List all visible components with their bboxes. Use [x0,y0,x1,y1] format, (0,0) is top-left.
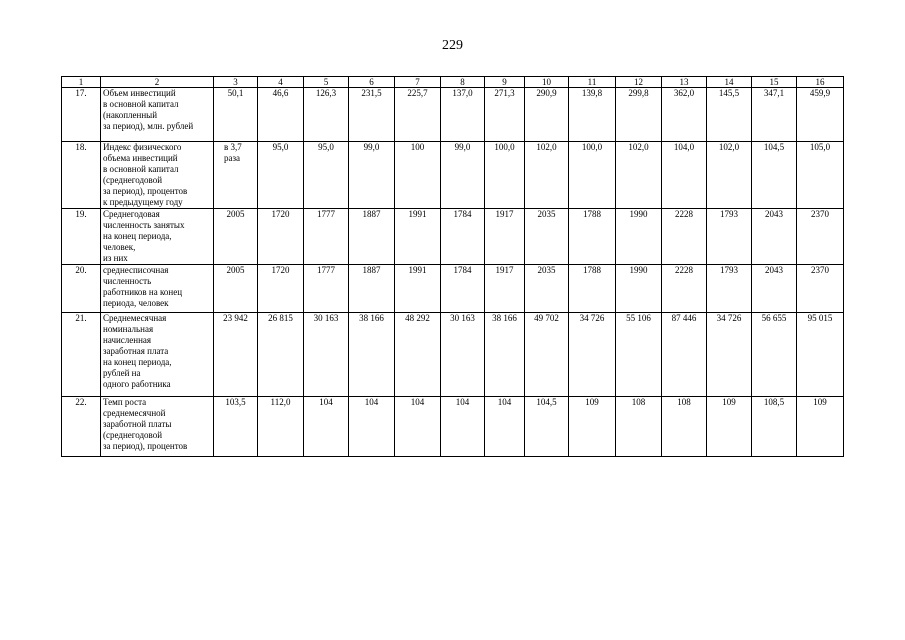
cell-value: 271,3 [485,88,525,142]
cell-value: 1887 [349,265,395,313]
cell-value: 1917 [485,265,525,313]
row-number: 19. [62,209,101,265]
cell-value: 1788 [569,265,616,313]
cell-value: 100,0 [485,142,525,209]
cell-value: 139,8 [569,88,616,142]
cell-value: 38 166 [485,313,525,397]
table-body [62,77,844,457]
cell-value: в 3,7 раза [214,142,258,209]
cell-value: 1784 [441,265,485,313]
cell-value: 2370 [797,265,844,313]
cell-value: 95,0 [304,142,349,209]
cell-value: 108 [616,397,662,457]
cell-value: 100 [395,142,441,209]
column-number: 12 [616,77,662,88]
cell-value: 87 446 [662,313,707,397]
cell-value: 1777 [304,265,349,313]
cell-value: 1991 [395,265,441,313]
cell-value: 23 942 [214,313,258,397]
cell-value: 1990 [616,209,662,265]
cell-value: 2005 [214,265,258,313]
table-row [62,142,844,209]
cell-value: 2035 [525,265,569,313]
cell-value: 1720 [258,265,304,313]
cell-value: 112,0 [258,397,304,457]
column-number: 5 [304,77,349,88]
column-number: 8 [441,77,485,88]
cell-value: 1887 [349,209,395,265]
header-row [62,77,844,88]
row-label: Темп роста среднемесячной заработной платы (среднегодовой за период), процентов [101,397,214,457]
cell-value: 290,9 [525,88,569,142]
table-row [62,209,844,265]
cell-value: 126,3 [304,88,349,142]
cell-value: 100,0 [569,142,616,209]
cell-value: 299,8 [616,88,662,142]
column-number: 7 [395,77,441,88]
column-number: 11 [569,77,616,88]
row-number: 17. [62,88,101,142]
cell-value: 145,5 [707,88,752,142]
cell-value: 104,5 [525,397,569,457]
row-number: 21. [62,313,101,397]
column-number: 13 [662,77,707,88]
table-row [62,397,844,457]
cell-value: 1793 [707,265,752,313]
cell-value: 109 [569,397,616,457]
cell-value: 108 [662,397,707,457]
cell-value: 26 815 [258,313,304,397]
cell-value: 55 106 [616,313,662,397]
cell-value: 2043 [752,209,797,265]
cell-value: 34 726 [707,313,752,397]
cell-value: 46,6 [258,88,304,142]
cell-value: 2228 [662,265,707,313]
cell-value: 104 [395,397,441,457]
cell-value: 231,5 [349,88,395,142]
cell-value: 102,0 [707,142,752,209]
cell-value: 362,0 [662,88,707,142]
row-label: среднесписочная численность работников на конец периода, человек [101,265,214,313]
cell-value: 1917 [485,209,525,265]
cell-value: 95 015 [797,313,844,397]
cell-value: 38 166 [349,313,395,397]
cell-value: 1784 [441,209,485,265]
column-number: 14 [707,77,752,88]
data-table [61,76,844,457]
cell-value: 48 292 [395,313,441,397]
cell-value: 30 163 [441,313,485,397]
cell-value: 104 [485,397,525,457]
column-number: 9 [485,77,525,88]
table-row [62,313,844,397]
cell-value: 103,5 [214,397,258,457]
cell-value: 1777 [304,209,349,265]
cell-value: 99,0 [349,142,395,209]
cell-value: 2228 [662,209,707,265]
row-label: Среднемесячная номинальная начисленная заработная плата на конец периода, рублей на одного работника [101,313,214,397]
cell-value: 1990 [616,265,662,313]
column-number: 16 [797,77,844,88]
cell-value: 50,1 [214,88,258,142]
cell-value: 1991 [395,209,441,265]
cell-value: 56 655 [752,313,797,397]
cell-value: 108,5 [752,397,797,457]
cell-value: 109 [707,397,752,457]
cell-value: 34 726 [569,313,616,397]
cell-value: 2043 [752,265,797,313]
cell-value: 104 [441,397,485,457]
cell-value: 2035 [525,209,569,265]
row-label: Объем инвестиций в основной капитал (накопленный за период), млн. рублей [101,88,214,142]
column-number: 3 [214,77,258,88]
cell-value: 137,0 [441,88,485,142]
cell-value: 104,5 [752,142,797,209]
cell-value: 104,0 [662,142,707,209]
table-row [62,88,844,142]
cell-value: 104 [349,397,395,457]
column-number: 10 [525,77,569,88]
row-number: 18. [62,142,101,209]
cell-value: 99,0 [441,142,485,209]
row-label: Среднегодовая численность занятых на конец периода, человек, из них [101,209,214,265]
column-number: 15 [752,77,797,88]
cell-value: 1720 [258,209,304,265]
row-label: Индекс физического объема инвестиций в основной капитал (среднегодовой за период), процентов к предыдущему году [101,142,214,209]
page-number: 229 [442,38,463,53]
cell-value: 104 [304,397,349,457]
column-number: 1 [62,77,101,88]
cell-value: 1793 [707,209,752,265]
cell-value: 225,7 [395,88,441,142]
column-number: 4 [258,77,304,88]
column-number: 6 [349,77,395,88]
row-number: 20. [62,265,101,313]
column-number: 2 [101,77,214,88]
cell-value: 347,1 [752,88,797,142]
cell-value: 49 702 [525,313,569,397]
row-number: 22. [62,397,101,457]
cell-value: 102,0 [525,142,569,209]
cell-value: 105,0 [797,142,844,209]
cell-value: 459,9 [797,88,844,142]
cell-value: 95,0 [258,142,304,209]
cell-value: 2370 [797,209,844,265]
cell-value: 109 [797,397,844,457]
cell-value: 2005 [214,209,258,265]
cell-value: 102,0 [616,142,662,209]
table-row [62,265,844,313]
cell-value: 1788 [569,209,616,265]
cell-value: 30 163 [304,313,349,397]
